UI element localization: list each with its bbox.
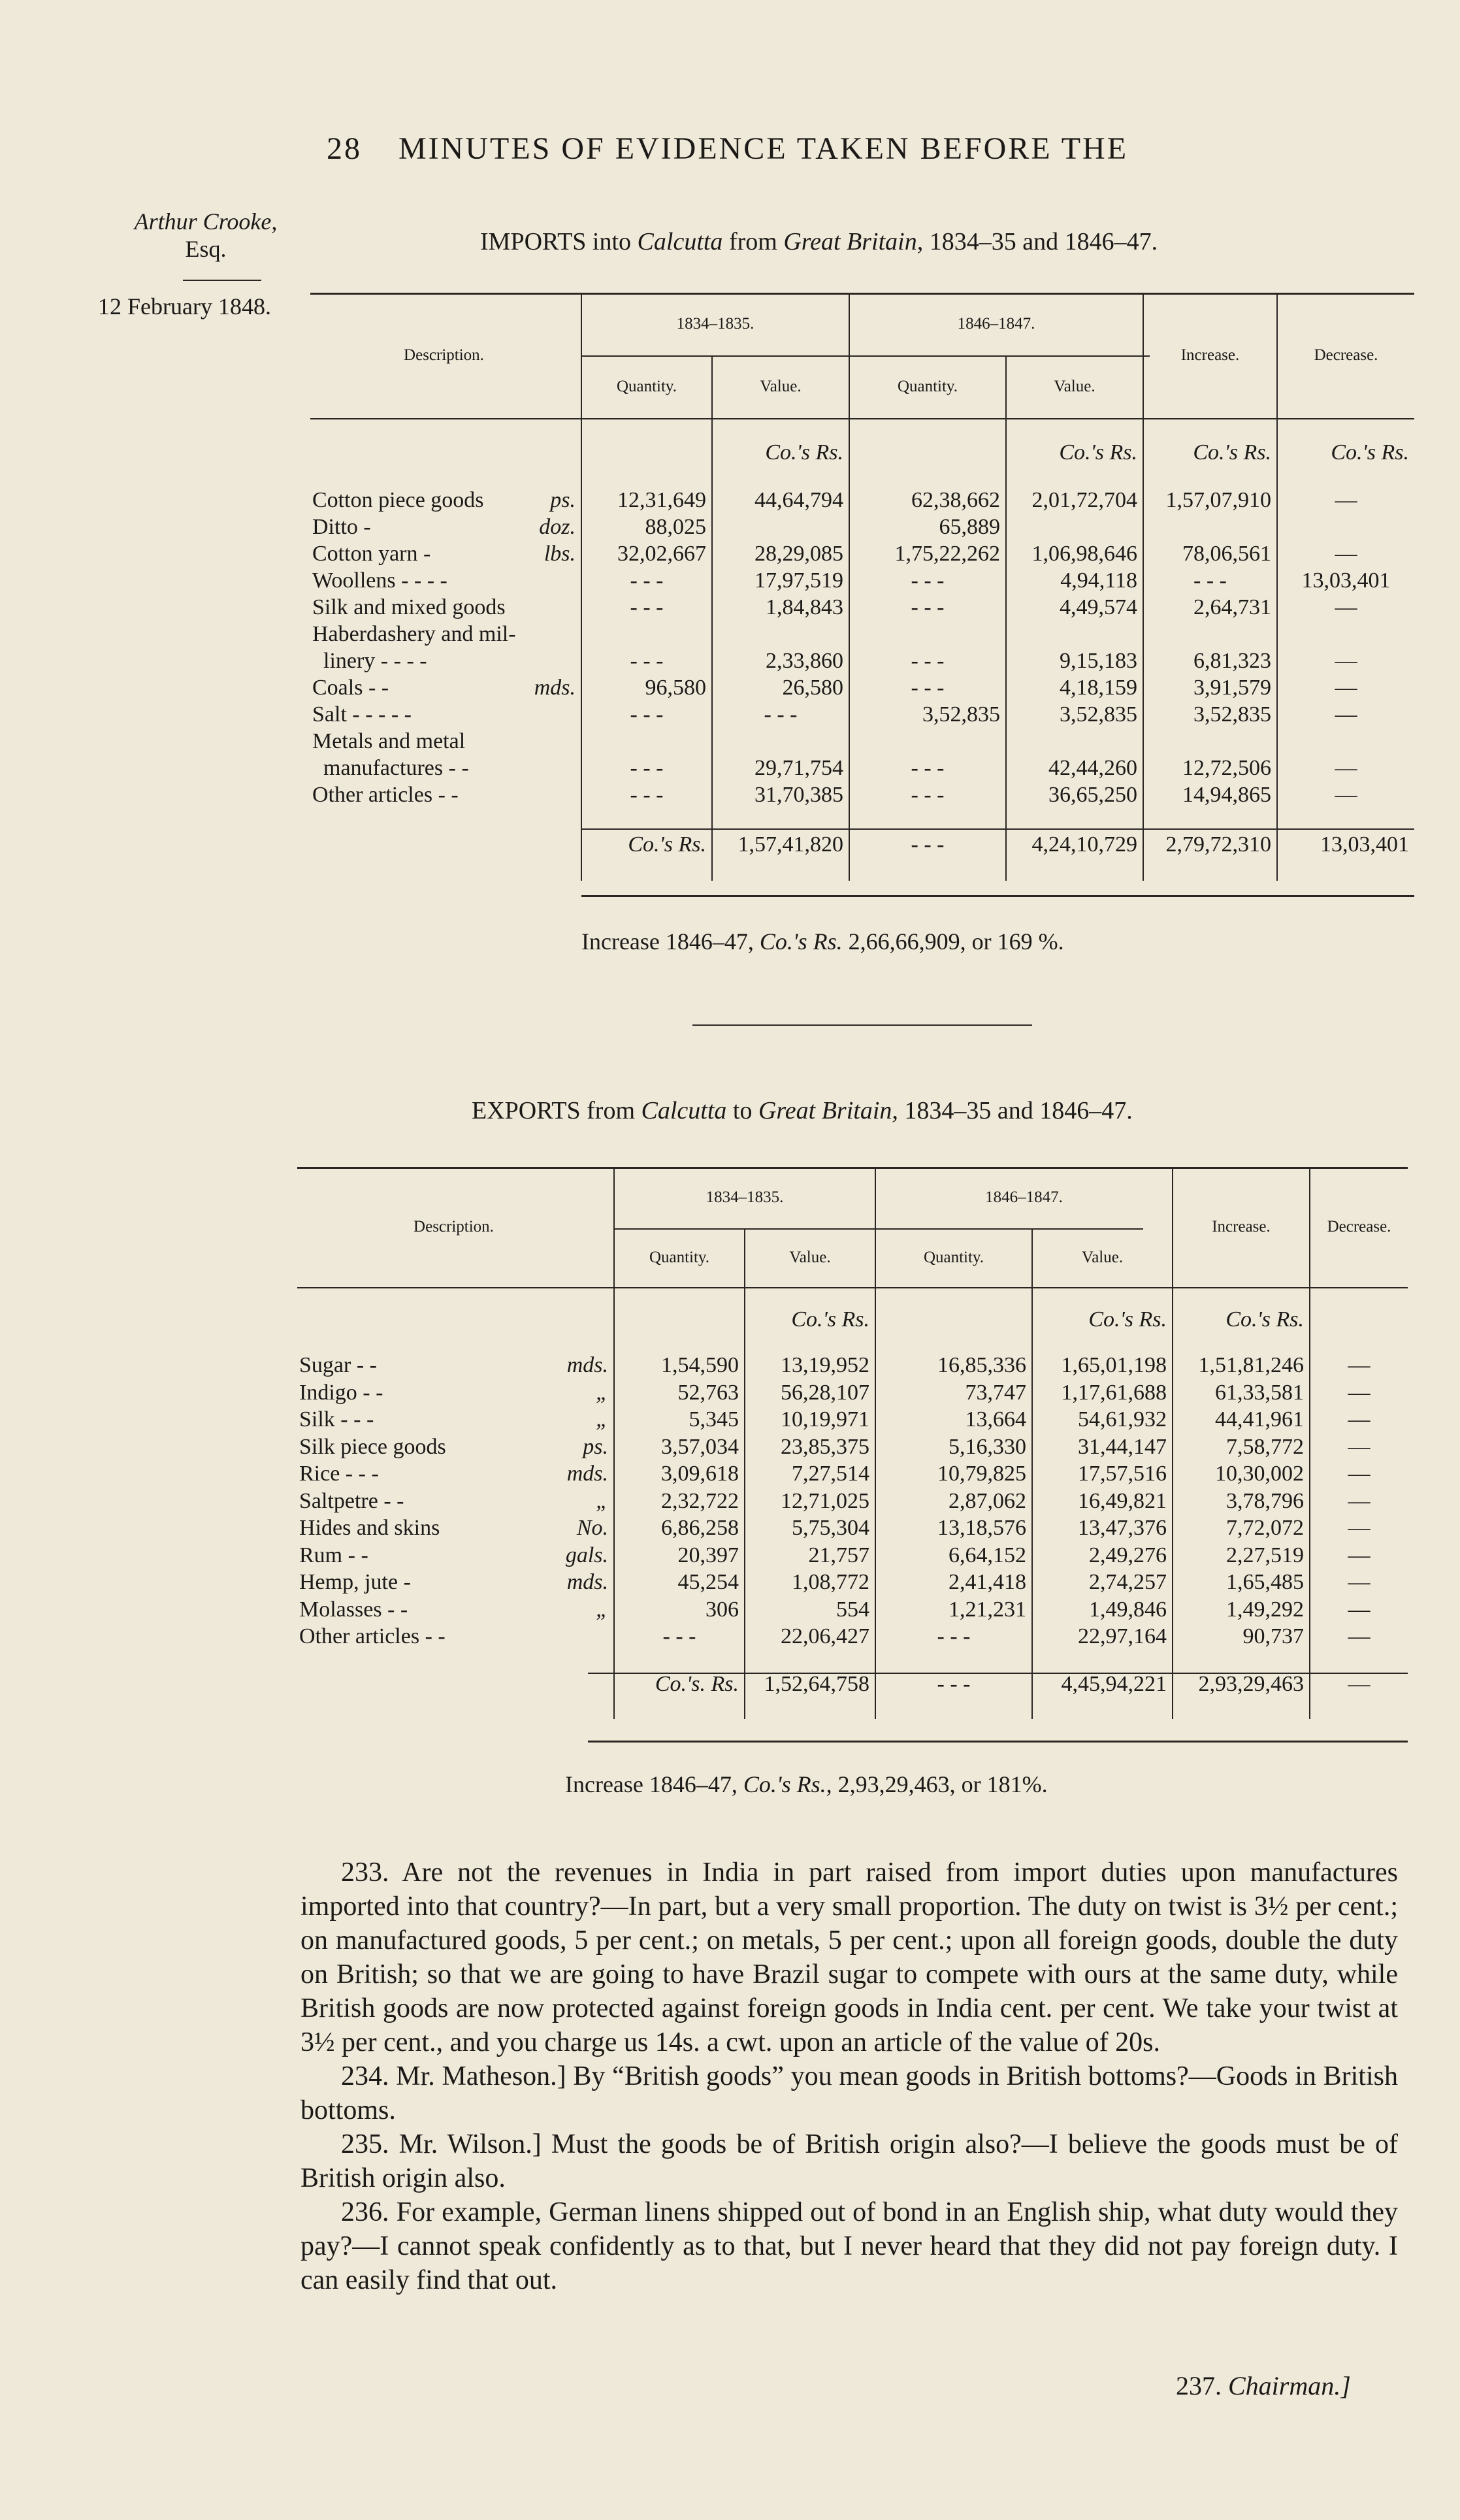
cell-val1: 5,75,304 — [745, 1515, 875, 1543]
cell-dec: — — [1310, 1569, 1408, 1597]
row-description — [307, 595, 581, 621]
row-description-text: linery - - - - — [312, 649, 427, 673]
exports-total-decrease: — — [1310, 1651, 1408, 1719]
row-unit: mds. — [566, 1570, 608, 1594]
imports-row — [307, 728, 1414, 755]
cell-inc: 6,81,323 — [1143, 648, 1277, 675]
row-description — [294, 1380, 614, 1407]
imports-row — [307, 541, 1414, 568]
cell-val2: 4,49,574 — [1006, 595, 1143, 621]
cell-qty2: - - - — [849, 755, 1006, 782]
cell-val2: 22,97,164 — [1032, 1624, 1173, 1651]
row-description — [294, 1352, 614, 1380]
cell-val2: 4,94,118 — [1006, 568, 1143, 595]
imports-col-quantity1: Quantity. — [581, 355, 712, 418]
row-description — [294, 1461, 614, 1488]
exports-row — [294, 1569, 1408, 1597]
cell-dec: — — [1310, 1543, 1408, 1570]
cell-qty2 — [849, 621, 1006, 648]
imports-currency-decrease: Co.'s Rs. — [1277, 418, 1414, 487]
cell-qty1 — [581, 728, 712, 755]
cell-dec: — — [1310, 1352, 1408, 1380]
cell-qty1 — [581, 621, 712, 648]
cell-dec: — — [1310, 1434, 1408, 1462]
row-description — [307, 568, 581, 595]
cell-qty1: - - - — [581, 782, 712, 809]
cell-val1: 13,19,952 — [745, 1352, 875, 1380]
cell-val2: 2,49,276 — [1032, 1543, 1173, 1570]
cell-val1: 22,06,427 — [745, 1624, 875, 1651]
exports-row — [294, 1352, 1408, 1380]
cell-dec: — — [1277, 648, 1414, 675]
cell-val2 — [1006, 621, 1143, 648]
exports-row — [294, 1380, 1408, 1407]
row-description — [307, 621, 581, 648]
cell-dec: — — [1277, 541, 1414, 568]
cell-inc: 3,78,796 — [1173, 1488, 1310, 1516]
exports-total-value2: 4,45,94,221 — [1032, 1651, 1173, 1719]
cell-qty1: 32,02,667 — [581, 541, 712, 568]
row-description — [307, 487, 581, 514]
exports-row — [294, 1624, 1408, 1651]
cell-val1 — [712, 728, 849, 755]
row-description — [294, 1515, 614, 1543]
row-unit: ps. — [583, 1434, 608, 1459]
cell-dec: — — [1310, 1407, 1408, 1434]
cell-inc — [1143, 514, 1277, 541]
imports-row — [307, 487, 1414, 514]
cell-qty1: 5,345 — [614, 1407, 745, 1434]
cell-val1: 21,757 — [745, 1543, 875, 1570]
row-description-text: Metals and metal — [312, 729, 466, 753]
cell-inc: 2,64,731 — [1143, 595, 1277, 621]
imports-col-description: Description. — [404, 346, 484, 364]
row-description — [307, 514, 581, 541]
cell-qty1: - - - — [581, 595, 712, 621]
cell-qty1: 3,57,034 — [614, 1434, 745, 1462]
exports-col-increase: Increase. — [1173, 1167, 1310, 1287]
cell-dec: — — [1310, 1488, 1408, 1516]
cell-qty1: - - - — [614, 1624, 745, 1651]
cell-inc: 1,65,485 — [1173, 1569, 1310, 1597]
row-unit: doz. — [539, 515, 576, 539]
row-unit: lbs. — [543, 542, 576, 566]
cell-val2: 9,15,183 — [1006, 648, 1143, 675]
row-description-text: Cotton piece goods — [312, 488, 484, 512]
cell-val2: 31,44,147 — [1032, 1434, 1173, 1462]
cell-val2: 1,17,61,688 — [1032, 1380, 1173, 1407]
cell-val1: 23,85,375 — [745, 1434, 875, 1462]
cell-val1: 26,580 — [712, 675, 849, 702]
exports-total-quantity2: - - - — [875, 1651, 1032, 1719]
imports-total-quantity2: - - - — [849, 809, 1006, 881]
cell-qty1: 88,025 — [581, 514, 712, 541]
row-description — [294, 1624, 614, 1651]
cell-dec: — — [1277, 487, 1414, 514]
cell-dec: — — [1310, 1597, 1408, 1624]
question-235: 235. Mr. Wilson.] Must the goods be of British origin also?—I believe the goods must be of British origin also. — [300, 2129, 1398, 2193]
cell-qty2: - - - — [875, 1624, 1032, 1651]
cell-dec: — — [1277, 782, 1414, 809]
imports-currency-row — [307, 418, 1414, 487]
question-236: 236. For example, German linens shipped out of bond in an English ship, what duty would they pay?—I cannot speak confidently as to that, but I never heard that they did not pay foreign duty. I can easily find that out. — [300, 2197, 1398, 2295]
imports-row — [307, 675, 1414, 702]
cell-qty1: 45,254 — [614, 1569, 745, 1597]
imports-col-period1: 1834–1835. — [581, 293, 849, 355]
row-unit: mds. — [534, 676, 576, 700]
cell-inc: 44,41,961 — [1173, 1407, 1310, 1434]
cell-qty2: 13,18,576 — [875, 1515, 1032, 1543]
witness-name: Arthur Crooke, — [134, 208, 278, 235]
cell-val2 — [1006, 514, 1143, 541]
cell-val1: 31,70,385 — [712, 782, 849, 809]
row-description-text: Hides and skins — [299, 1516, 446, 1540]
cell-val2: 3,52,835 — [1006, 702, 1143, 728]
row-description-text: Rum - - — [299, 1543, 374, 1567]
row-description-text: Hemp, jute - — [299, 1570, 417, 1594]
imports-table — [307, 293, 1414, 881]
exports-increase-note: Increase 1846–47, Co.'s Rs., 2,93,29,463, or 181%. — [565, 1771, 1048, 1797]
imports-row — [307, 568, 1414, 595]
exports-total-row — [294, 1651, 1408, 1719]
imports-currency-value1: Co.'s Rs. — [712, 418, 849, 487]
cell-inc: 10,30,002 — [1173, 1461, 1310, 1488]
imports-bottom-rule — [581, 895, 1414, 897]
imports-row — [307, 755, 1414, 782]
row-description-text: Molasses - - — [299, 1597, 414, 1622]
cell-inc — [1143, 728, 1277, 755]
row-description-text: Rice - - - — [299, 1462, 385, 1486]
imports-currency-increase: Co.'s Rs. — [1143, 418, 1277, 487]
exports-currency-value2: Co.'s Rs. — [1032, 1287, 1173, 1352]
row-description-text: Haberdashery and mil- — [312, 622, 516, 646]
cell-dec: — — [1310, 1380, 1408, 1407]
cell-val2: 54,61,932 — [1032, 1407, 1173, 1434]
exports-col-value2: Value. — [1032, 1228, 1173, 1287]
exports-row — [294, 1488, 1408, 1516]
cell-qty2: - - - — [849, 568, 1006, 595]
witness-sidenote — [111, 208, 300, 263]
cell-val2: 1,49,846 — [1032, 1597, 1173, 1624]
row-description-text: Woollens - - - - — [312, 568, 447, 593]
imports-col-value2: Value. — [1006, 355, 1143, 418]
cell-val2: 17,57,516 — [1032, 1461, 1173, 1488]
row-description — [307, 782, 581, 809]
cell-qty2: 2,87,062 — [875, 1488, 1032, 1516]
cell-qty2: 1,75,22,262 — [849, 541, 1006, 568]
imports-row — [307, 648, 1414, 675]
exports-col-period1: 1834–1835. — [614, 1167, 875, 1228]
cell-inc: 3,91,579 — [1143, 675, 1277, 702]
cell-dec: — — [1310, 1624, 1408, 1651]
row-unit: „ — [596, 1380, 608, 1405]
cell-qty1: - - - — [581, 648, 712, 675]
imports-caption: IMPORTS into Calcutta from Great Britain, 1834–35 and 1846–47. — [480, 228, 1158, 255]
cell-inc: 1,57,07,910 — [1143, 487, 1277, 514]
cell-dec: — — [1277, 702, 1414, 728]
cell-dec: — — [1310, 1515, 1408, 1543]
imports-total-row — [307, 809, 1414, 881]
imports-col-quantity2: Quantity. — [849, 355, 1006, 418]
cell-qty2: 62,38,662 — [849, 487, 1006, 514]
cell-val1: 2,33,860 — [712, 648, 849, 675]
cell-val1 — [712, 621, 849, 648]
cell-inc: 2,27,519 — [1173, 1543, 1310, 1570]
cell-qty1: - - - — [581, 568, 712, 595]
cell-qty1: - - - — [581, 702, 712, 728]
row-description-text: Coals - - — [312, 676, 395, 700]
row-description-text: Ditto - — [312, 515, 377, 539]
cell-dec: — — [1310, 1461, 1408, 1488]
cell-val1: 7,27,514 — [745, 1461, 875, 1488]
witness-title: Esq. — [185, 236, 227, 262]
exports-row — [294, 1461, 1408, 1488]
cell-val2 — [1006, 728, 1143, 755]
exports-row — [294, 1543, 1408, 1570]
cell-inc: 78,06,561 — [1143, 541, 1277, 568]
row-description — [294, 1407, 614, 1434]
exports-total-increase: 2,93,29,463 — [1173, 1651, 1310, 1719]
cell-qty1: 20,397 — [614, 1543, 745, 1570]
row-description-text: Cotton yarn - — [312, 542, 436, 566]
cell-inc: 7,58,772 — [1173, 1434, 1310, 1462]
running-head — [327, 131, 1437, 176]
row-unit: „ — [596, 1597, 608, 1622]
row-description — [294, 1597, 614, 1624]
cell-val2: 36,65,250 — [1006, 782, 1143, 809]
cell-inc: 90,737 — [1173, 1624, 1310, 1651]
cell-inc: 61,33,581 — [1173, 1380, 1310, 1407]
row-unit: „ — [596, 1407, 608, 1432]
exports-col-period2: 1846–1847. — [875, 1167, 1173, 1228]
cell-qty2: - - - — [849, 648, 1006, 675]
cell-inc: - - - — [1143, 568, 1277, 595]
imports-row — [307, 702, 1414, 728]
row-description-text: Indigo - - — [299, 1380, 389, 1405]
cell-val1: 56,28,107 — [745, 1380, 875, 1407]
cell-val2: 1,65,01,198 — [1032, 1352, 1173, 1380]
cell-val1: 12,71,025 — [745, 1488, 875, 1516]
cell-qty1: 96,580 — [581, 675, 712, 702]
cell-val1: 1,84,843 — [712, 595, 849, 621]
cell-qty2: - - - — [849, 782, 1006, 809]
cell-val1: 1,08,772 — [745, 1569, 875, 1597]
section-divider — [692, 1024, 1032, 1026]
evidence-body — [300, 1856, 1398, 2297]
imports-currency-value2: Co.'s Rs. — [1006, 418, 1143, 487]
imports-total-decrease: 13,03,401 — [1277, 809, 1414, 881]
row-description — [307, 541, 581, 568]
cell-val2: 1,06,98,646 — [1006, 541, 1143, 568]
row-description — [294, 1434, 614, 1462]
cell-qty1: 2,32,722 — [614, 1488, 745, 1516]
cell-inc — [1143, 621, 1277, 648]
row-description — [294, 1543, 614, 1570]
imports-col-value1: Value. — [712, 355, 849, 418]
cell-qty2: 5,16,330 — [875, 1434, 1032, 1462]
row-description — [307, 675, 581, 702]
page-number: 28 — [327, 131, 362, 166]
imports-col-period2: 1846–1847. — [849, 293, 1143, 355]
exports-col-value1: Value. — [745, 1228, 875, 1287]
imports-row — [307, 782, 1414, 809]
row-description — [307, 648, 581, 675]
cell-qty2: - - - — [849, 595, 1006, 621]
cell-dec — [1277, 621, 1414, 648]
row-description — [294, 1488, 614, 1516]
exports-caption: EXPORTS from Calcutta to Great Britain, 1834–35 and 1846–47. — [472, 1097, 1133, 1124]
cell-qty2 — [849, 728, 1006, 755]
cell-qty2: 3,52,835 — [849, 702, 1006, 728]
cell-val2: 16,49,821 — [1032, 1488, 1173, 1516]
imports-total-increase: 2,79,72,310 — [1143, 809, 1277, 881]
cell-qty2: 6,64,152 — [875, 1543, 1032, 1570]
running-title: MINUTES OF EVIDENCE TAKEN BEFORE THE — [398, 131, 1129, 166]
cell-val1: - - - — [712, 702, 849, 728]
exports-row — [294, 1434, 1408, 1462]
row-unit: mds. — [566, 1462, 608, 1486]
sidenote-rule — [183, 280, 261, 281]
imports-total-value1: 1,57,41,820 — [712, 809, 849, 881]
imports-total-label: Co.'s Rs. — [581, 809, 712, 881]
exports-currency-increase: Co.'s Rs. — [1173, 1287, 1310, 1352]
cell-inc: 12,72,506 — [1143, 755, 1277, 782]
exports-bottom-rule — [588, 1741, 1408, 1743]
imports-increase-note: Increase 1846–47, Co.'s Rs. 2,66,66,909, or 169 %. — [581, 928, 1064, 955]
row-description-text: Silk - - - — [299, 1407, 380, 1432]
cell-val2: 13,47,376 — [1032, 1515, 1173, 1543]
cell-dec — [1277, 514, 1414, 541]
imports-col-decrease: Decrease. — [1277, 293, 1414, 418]
row-description-text: Silk piece goods — [299, 1434, 452, 1459]
cell-qty1: 12,31,649 — [581, 487, 712, 514]
cell-qty2: - - - — [849, 675, 1006, 702]
question-233: 233. Are not the revenues in India in part raised from import duties upon manufactures imported into that country?—In part, but a very small proportion. The duty on twist is 3½ per cent.; on manufactured goods, 5 per cent.; on metals, 5 per cent.; upon all foreign goods, double the duty on British; so that we are going to have Brazil sugar to compete with ours at the same duty, while British goods are now protected against foreign goods in India cent. per cent. We take your twist at 3½ per cent., and you charge us 14s. a cwt. upon an article of the value of 20s. — [300, 1857, 1398, 2057]
cell-dec: — — [1277, 755, 1414, 782]
cell-qty1: 3,09,618 — [614, 1461, 745, 1488]
cell-val1 — [712, 514, 849, 541]
imports-row — [307, 621, 1414, 648]
cell-val2: 2,74,257 — [1032, 1569, 1173, 1597]
cell-qty1: - - - — [581, 755, 712, 782]
cell-val2: 2,01,72,704 — [1006, 487, 1143, 514]
row-description-text: Other articles - - — [299, 1624, 446, 1648]
cell-qty2: 73,747 — [875, 1380, 1032, 1407]
row-description-text: Silk and mixed goods — [312, 595, 506, 619]
cell-qty2: 2,41,418 — [875, 1569, 1032, 1597]
exports-col-quantity2: Quantity. — [875, 1228, 1032, 1287]
cell-dec: — — [1277, 595, 1414, 621]
cell-val1: 10,19,971 — [745, 1407, 875, 1434]
exports-currency-value1: Co.'s Rs. — [745, 1287, 875, 1352]
cell-dec: — — [1277, 675, 1414, 702]
exports-row — [294, 1407, 1408, 1434]
cell-qty2: 1,21,231 — [875, 1597, 1032, 1624]
exports-row — [294, 1515, 1408, 1543]
cell-qty2: 13,664 — [875, 1407, 1032, 1434]
cell-val1: 44,64,794 — [712, 487, 849, 514]
row-unit: „ — [596, 1488, 608, 1513]
exports-col-quantity1: Quantity. — [614, 1228, 745, 1287]
cell-dec: 13,03,401 — [1277, 568, 1414, 595]
cell-qty1: 6,86,258 — [614, 1515, 745, 1543]
row-unit: No. — [576, 1516, 608, 1540]
imports-row — [307, 595, 1414, 621]
exports-col-description: Description. — [414, 1218, 494, 1235]
cell-val2: 42,44,260 — [1006, 755, 1143, 782]
catchword: 237. Chairman.] — [1176, 2371, 1351, 2400]
row-description-text: Saltpetre - - — [299, 1488, 410, 1513]
cell-qty2: 10,79,825 — [875, 1461, 1032, 1488]
cell-qty2: 16,85,336 — [875, 1352, 1032, 1380]
exports-col-decrease: Decrease. — [1310, 1167, 1408, 1287]
row-description — [307, 755, 581, 782]
row-description — [307, 728, 581, 755]
cell-inc: 1,49,292 — [1173, 1597, 1310, 1624]
row-description-text: Other articles - - — [312, 783, 459, 807]
imports-row — [307, 514, 1414, 541]
exports-row — [294, 1597, 1408, 1624]
row-description-text: Salt - - - - - — [312, 702, 412, 727]
cell-inc: 7,72,072 — [1173, 1515, 1310, 1543]
question-234: 234. Mr. Matheson.] By “British goods” you mean goods in British bottoms?—Goods in British bottoms. — [300, 2061, 1398, 2125]
row-unit: mds. — [566, 1353, 608, 1377]
imports-col-increase: Increase. — [1143, 293, 1277, 418]
cell-inc: 14,94,865 — [1143, 782, 1277, 809]
sidenote-date: 12 February 1848. — [98, 293, 271, 319]
row-description — [294, 1569, 614, 1597]
imports-total-value2: 4,24,10,729 — [1006, 809, 1143, 881]
exports-total-value1: 1,52,64,758 — [745, 1651, 875, 1719]
cell-dec — [1277, 728, 1414, 755]
cell-val1: 554 — [745, 1597, 875, 1624]
cell-inc: 1,51,81,246 — [1173, 1352, 1310, 1380]
row-unit: ps. — [550, 488, 576, 512]
cell-qty1: 1,54,590 — [614, 1352, 745, 1380]
cell-val2: 4,18,159 — [1006, 675, 1143, 702]
row-unit: gals. — [565, 1543, 608, 1567]
row-description — [307, 702, 581, 728]
row-description-text: Sugar - - — [299, 1353, 383, 1377]
cell-val1: 28,29,085 — [712, 541, 849, 568]
cell-qty1: 306 — [614, 1597, 745, 1624]
cell-qty1: 52,763 — [614, 1380, 745, 1407]
cell-inc: 3,52,835 — [1143, 702, 1277, 728]
cell-val1: 29,71,754 — [712, 755, 849, 782]
row-description-text: manufactures - - — [312, 756, 469, 780]
exports-total-label: Co.'s. Rs. — [614, 1651, 745, 1719]
cell-val1: 17,97,519 — [712, 568, 849, 595]
exports-table — [294, 1167, 1408, 1719]
exports-currency-row — [294, 1287, 1408, 1352]
cell-qty2: 65,889 — [849, 514, 1006, 541]
